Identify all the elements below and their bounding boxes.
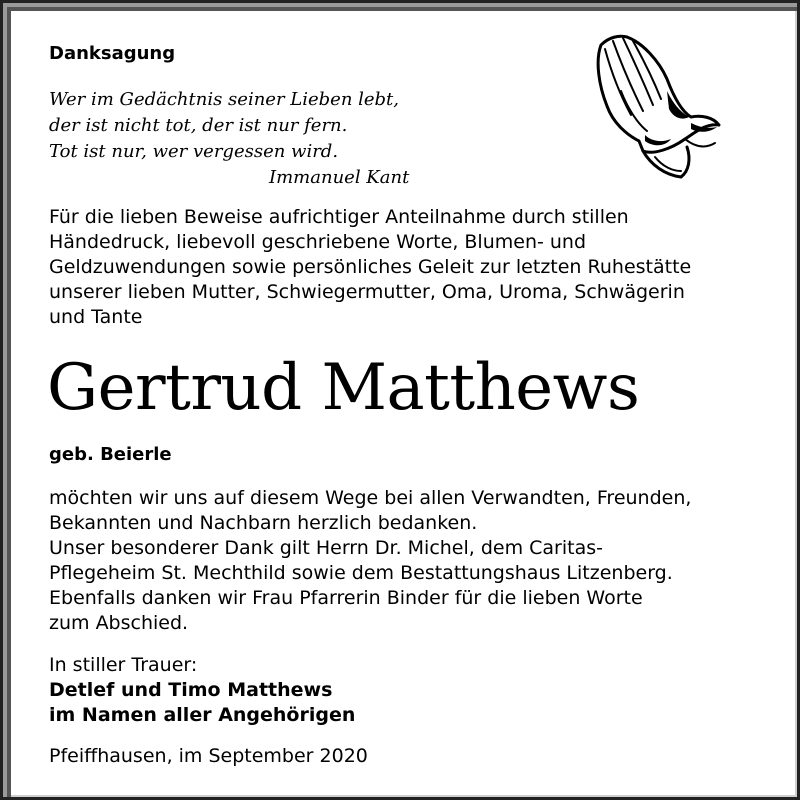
text-line: Ebenfalls danken wir Frau Pfarrerin Binder für die lieben Worte xyxy=(49,587,643,609)
signer-line: im Namen aller Angehörigen xyxy=(49,704,356,726)
mourning-label: In stiller Trauer: xyxy=(49,654,198,676)
text-line: Unser besonderer Dank gilt Herrn Dr. Michel, dem Caritas- xyxy=(49,537,603,559)
thanks-paragraph xyxy=(49,486,769,636)
text-line: Geldzuwendungen sowie persönliches Geleit zur letzten Ruhestätte xyxy=(49,256,692,278)
text-line: Für die lieben Beweise aufrichtiger Anteilnahme durch stillen xyxy=(49,206,629,228)
quote-author: Immanuel Kant xyxy=(269,167,410,188)
praying-hands-icon xyxy=(581,31,726,179)
quote-line: Tot ist nur, wer vergessen wird. xyxy=(49,141,339,162)
text-line: Händedruck, liebevoll geschriebene Worte, Blumen- und xyxy=(49,231,587,253)
text-line: und Tante xyxy=(49,306,143,328)
quote-block xyxy=(49,87,469,191)
text-line: unserer lieben Mutter, Schwiegermutter, Oma, Uroma, Schwägerin xyxy=(49,281,685,303)
maiden-name: geb. Beierle xyxy=(49,444,172,465)
signer-line: Detlef und Timo Matthews xyxy=(49,679,333,701)
place-date: Pfeiffhausen, im September 2020 xyxy=(49,745,368,767)
quote-line: Wer im Gedächtnis seiner Lieben lebt, xyxy=(49,89,400,110)
heading: Danksagung xyxy=(49,43,176,64)
text-line: Bekannten und Nachbarn herzlich bedanken. xyxy=(49,512,478,534)
intro-paragraph xyxy=(49,205,769,330)
signers-block xyxy=(49,678,355,728)
deceased-name: Gertrud Matthews xyxy=(47,351,640,425)
text-line: möchten wir uns auf diesem Wege bei allen Verwandten, Freunden, xyxy=(49,487,692,509)
text-line: zum Abschied. xyxy=(49,612,189,634)
quote-line: der ist nicht tot, der ist nur fern. xyxy=(49,115,348,136)
text-line: Pflegeheim St. Mechthild sowie dem Bestattungshaus Litzenberg. xyxy=(49,562,673,584)
